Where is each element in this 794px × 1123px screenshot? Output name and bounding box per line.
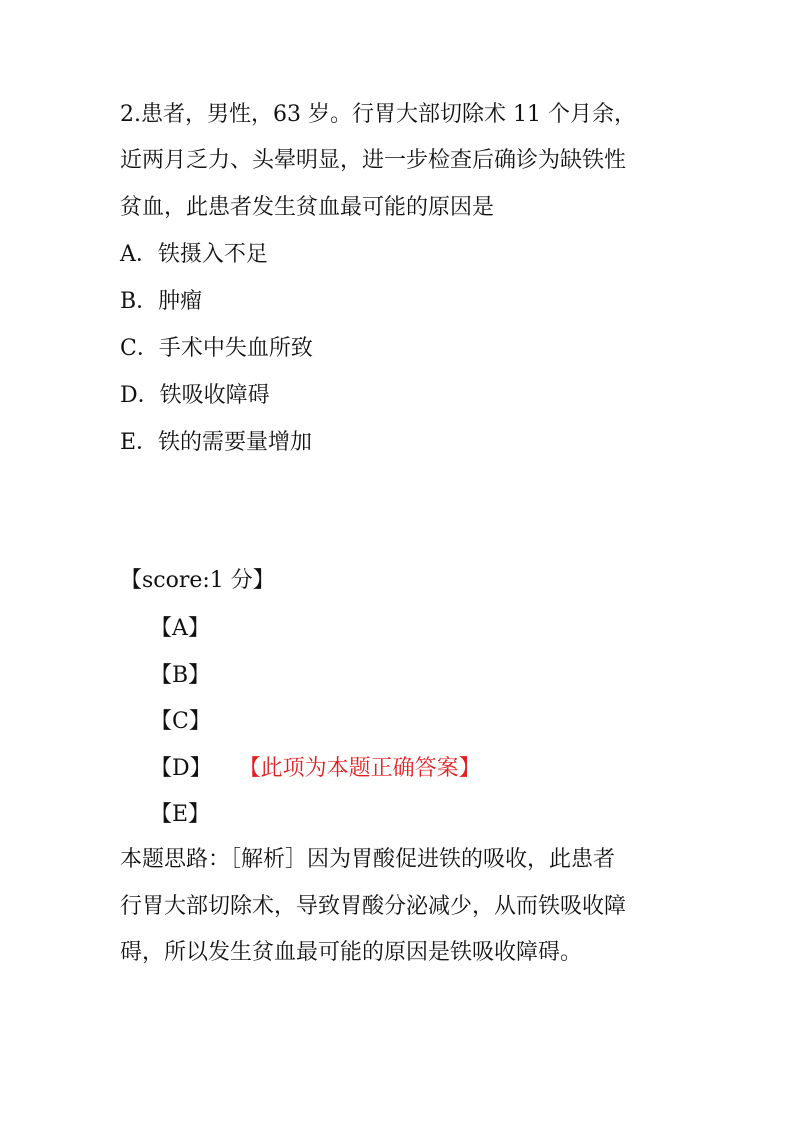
answer-option-a: 【A】 — [150, 616, 210, 641]
answer-option-c: 【C】 — [150, 709, 211, 734]
explanation-line-1: 本题思路：［解析］因为胃酸促进铁的吸收，此患者 — [120, 847, 616, 872]
choice-d: D．铁吸收障碍 — [120, 383, 270, 408]
score-label: 【score:1 分】 — [120, 568, 275, 593]
explanation-line-3: 碍，所以发生贫血最可能的原因是铁吸收障碍。 — [120, 940, 583, 965]
answer-option-d-row — [150, 754, 481, 784]
question-line-3: 贫血，此患者发生贫血最可能的原因是 — [120, 195, 495, 220]
correct-answer-note: 【此项为本题正确答案】 — [249, 756, 481, 781]
choice-e: E．铁的需要量增加 — [120, 430, 313, 455]
choice-a: A．铁摄入不足 — [120, 242, 268, 267]
answer-option-b: 【B】 — [150, 663, 211, 688]
question-line-1: 2.患者，男性，63 岁。行胃大部切除术 11 个月余， — [120, 102, 636, 127]
question-line-2: 近两月乏力、头晕明显，进一步检查后确诊为缺铁性 — [120, 148, 627, 173]
explanation-line-2: 行胃大部切除术，导致胃酸分泌减少，从而铁吸收障 — [120, 894, 627, 919]
answer-option-e: 【E】 — [150, 802, 211, 827]
choice-c: C．手术中失血所致 — [120, 336, 313, 361]
choice-b: B．肿瘤 — [120, 289, 203, 314]
answer-option-d: 【D】 — [150, 756, 212, 781]
